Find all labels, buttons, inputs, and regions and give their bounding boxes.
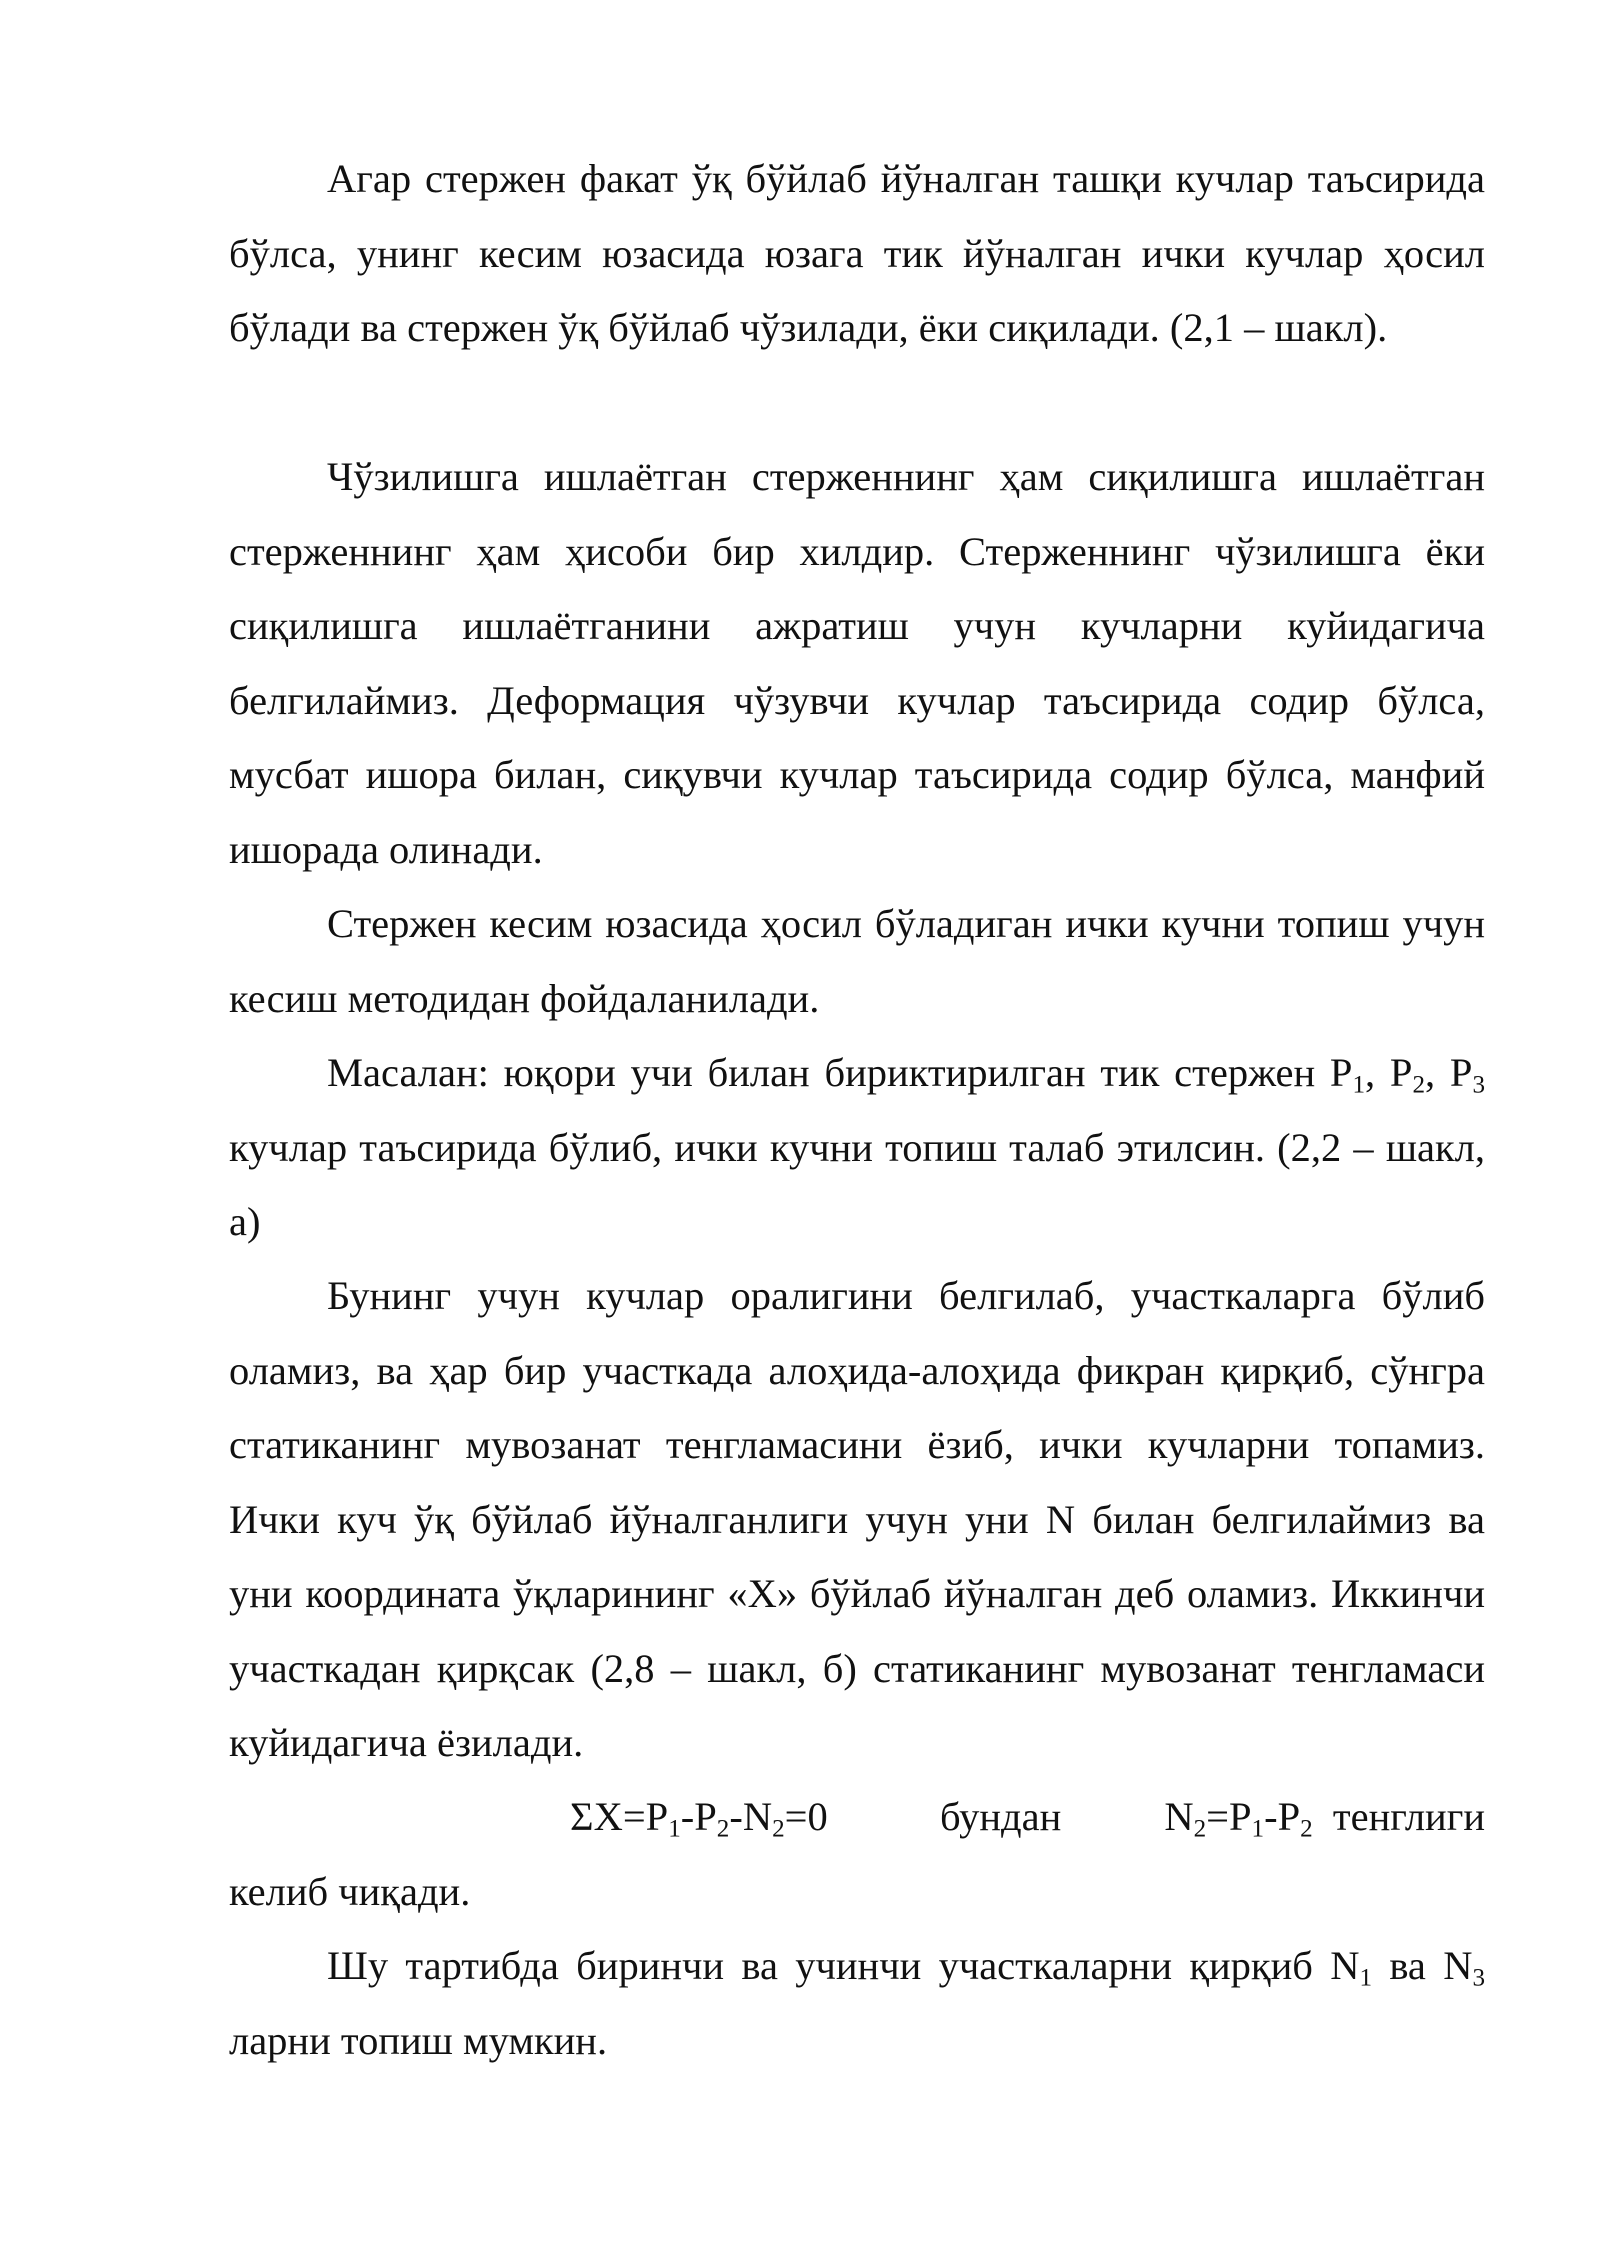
subscript-p2: 2 bbox=[1412, 1071, 1426, 1099]
equilibrium-formula bbox=[229, 1780, 1485, 1854]
paragraph-example bbox=[229, 1036, 1485, 1260]
paragraph-sign-convention: Чўзилишга ишлаётган стерженнинг ҳам сиқилишга ишлаётган стерженнинг ҳам ҳисоби бир хилдир. Стерженнинг чўзилишга ёки сиқилишга ишлаётганини ажратиш учун кучларни куйидагича белгилаймиз. Деформация чўзувчи кучлар таъсирида содир бўлса, мусбат ишора билан, сиқувчи кучлар таъсирида содир бўлса, манфий ишорада олинади. bbox=[229, 454, 1485, 872]
subscript-n3: 3 bbox=[1472, 1964, 1486, 1992]
paragraph-section-method: Стержен кесим юзасида ҳосил бўладиган ички кучни топиш учун кесиш методидан фойдаланилади. bbox=[229, 901, 1485, 1021]
paragraph-final bbox=[229, 1929, 1485, 2078]
formula-equation: $\Sigma X=P_1-P_2-N_2=0$ bbox=[570, 1794, 828, 1843]
paragraph-axial-forces: Агар стержен факат ўқ бўйлаб йўналган ташқи кучлар таъсирида бўлса, унинг кесим юзасида юзага тик йўналган ички кучлар ҳосил бўлади ва стержен ўқ бўйлаб чўзилади, ёки сиқилади. (2,1 – шакл). bbox=[229, 156, 1485, 350]
subscript-n1: 1 bbox=[1359, 1964, 1373, 1992]
formula-connector-word: бундан bbox=[940, 1794, 1062, 1839]
paragraph-method: Бунинг учун кучлар оралигини белгилаб, участкаларга бўлиб оламиз, ва ҳар бир участкада алоҳида-алоҳида фикран қирқиб, сўнгра статиканинг мувозанат тенгламасини ёзиб, ички кучларни топамиз. Ички куч ўқ бўйлаб йўналганлиги учун уни N билан белгилаймиз ва уни координата ўқларининг «X» бўйлаб йўналган деб оламиз. Иккинчи участкадан қирқсак (2,8 – шакл, б) статиканинг мувозанат тенгламаси куйидагича ёзилади. bbox=[229, 1273, 1485, 1765]
example-text-end: кучлар таъсирида бўлиб, ички кучни топиш талаб этилсин. (2,2 – шакл, а) bbox=[229, 1124, 1485, 1244]
subscript-p1: 1 bbox=[1352, 1071, 1366, 1099]
example-text-start: Масалан: юқори учи билан бириктирилган тик стержен P bbox=[327, 1050, 1353, 1095]
formula-tail-text: келиб чиқади. bbox=[229, 1869, 471, 1914]
final-text-start: Шу тартибда биринчи ва учинчи участкаларни қирқиб N bbox=[327, 1943, 1360, 1988]
final-text-end: ларни топиш мумкин. bbox=[229, 2017, 608, 2063]
subscript-p3: 3 bbox=[1472, 1071, 1485, 1099]
final-text-sep: ва N bbox=[1372, 1943, 1473, 1988]
formula-result: $N_2=P_1-P_2$ тенглиги bbox=[1164, 1794, 1485, 1843]
example-text-sep2: , P bbox=[1425, 1050, 1473, 1095]
example-text-sep1: , P bbox=[1365, 1050, 1413, 1095]
